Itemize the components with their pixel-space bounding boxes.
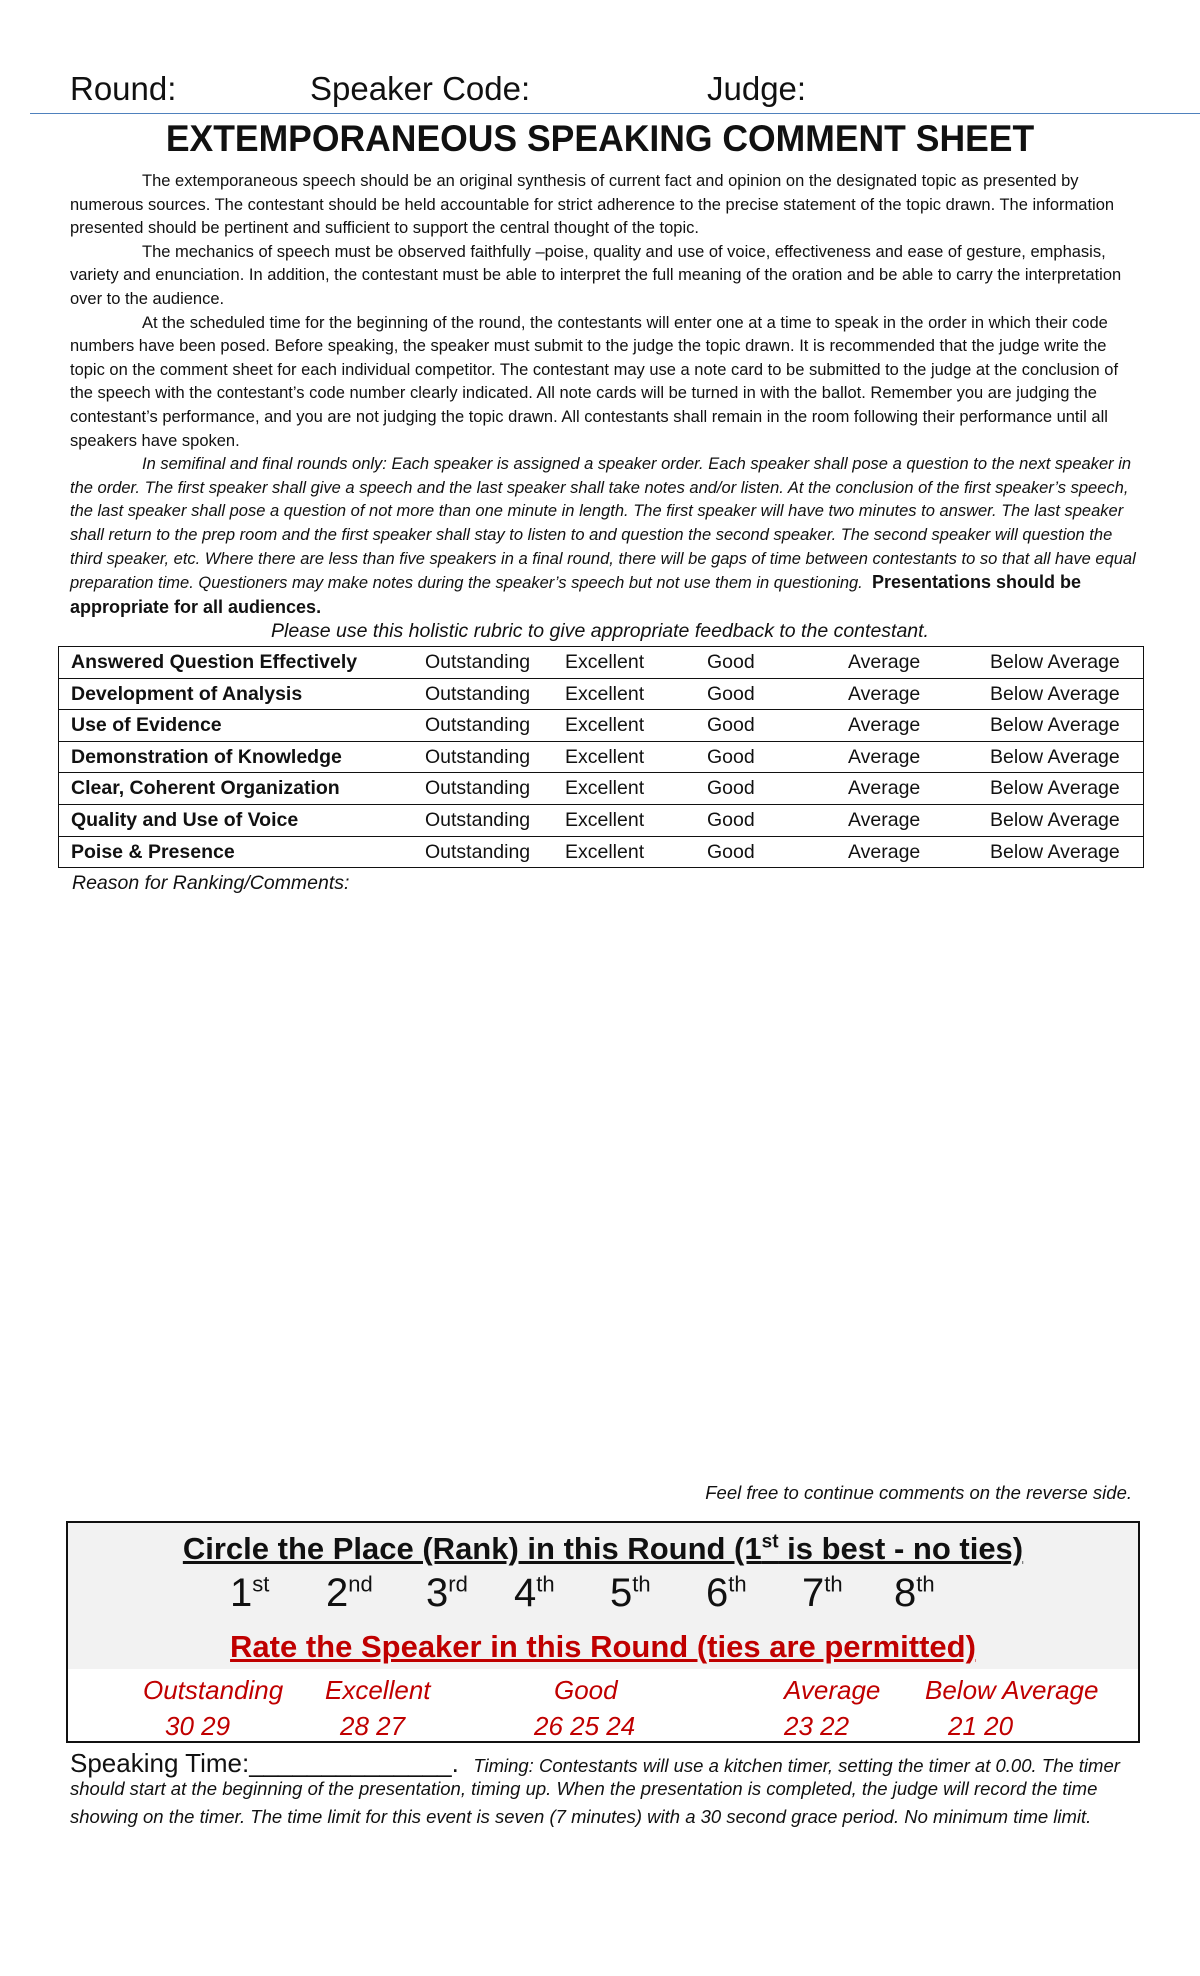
rubric-row bbox=[59, 679, 1143, 711]
rubric-level-option[interactable]: Good bbox=[707, 808, 755, 831]
rubric-level-option[interactable]: Below Average bbox=[990, 745, 1120, 768]
comments-label: Reason for Ranking/Comments: bbox=[72, 872, 350, 894]
paragraph-4-text: In semifinal and final rounds only: Each speaker is assigned a speaker order. Each speaker shall pose a question to the next speaker in the order. The first speaker shall give a speech and the last speaker shall take notes and/or listen. At the conclusion of the first speaker’s speech, the last speaker shall pose a question of not more than one minute in length. The first speaker will have two minutes to answer. The last speaker shall return to the prep room and the first speaker shall stay to listen to and question the second speaker. The second speaker will question the third speaker, etc. Where there are less than five speakers in a final round, there will be gaps of time between contestants to so that all have equal preparation time. Questioners may make notes during the speaker’s speech but not use them in questioning. bbox=[70, 455, 1136, 593]
rubric-level-option[interactable]: Good bbox=[707, 682, 755, 705]
paragraph-4 bbox=[70, 453, 1138, 620]
rank-option[interactable] bbox=[610, 1571, 651, 1616]
criterion-label: Development of Analysis bbox=[71, 682, 303, 705]
rubric-level-option[interactable]: Excellent bbox=[565, 714, 645, 737]
round-label: Round: bbox=[70, 70, 177, 107]
rubric-row bbox=[59, 805, 1143, 837]
rating-points[interactable]: 26 25 24 bbox=[534, 1711, 636, 1741]
rank-suffix: st bbox=[252, 1571, 270, 1597]
rank-number: 4 bbox=[514, 1571, 537, 1615]
ranking-box bbox=[66, 1521, 1140, 1743]
rubric-level-option[interactable]: Outstanding bbox=[425, 682, 531, 705]
timing-note: should start at the beginning of the presentation, timing up. When the presentation is completed, the judge will record the time showing on the timer. The time limit for this event is seven (7 minutes) with a 30 second grace period. No minimum time limit. bbox=[70, 1778, 1098, 1827]
rubric-level-option[interactable]: Outstanding bbox=[425, 714, 531, 737]
rating-category: Below Average bbox=[925, 1675, 1099, 1705]
rank-number: 1 bbox=[230, 1571, 253, 1615]
instructions bbox=[70, 170, 1138, 620]
rubric-level-option[interactable]: Outstanding bbox=[425, 651, 531, 673]
rank-number: 8 bbox=[894, 1571, 917, 1615]
rank-option[interactable] bbox=[894, 1571, 935, 1616]
rubric-row bbox=[59, 742, 1143, 774]
rank-title-sup: st bbox=[761, 1531, 779, 1553]
continue-note: Feel free to continue comments on the reverse side. bbox=[705, 1482, 1132, 1503]
rubric-level-option[interactable]: Average bbox=[848, 808, 921, 831]
criterion-label: Poise & Presence bbox=[71, 840, 235, 863]
rank-number: 5 bbox=[610, 1571, 633, 1615]
criterion-label: Demonstration of Knowledge bbox=[71, 745, 342, 768]
rubric-level-option[interactable]: Excellent bbox=[565, 651, 645, 673]
rank-number: 6 bbox=[706, 1571, 729, 1615]
criterion-label: Quality and Use of Voice bbox=[71, 808, 299, 831]
rank-title bbox=[68, 1531, 1138, 1567]
rank-option[interactable] bbox=[326, 1571, 373, 1616]
rubric-level-option[interactable]: Good bbox=[707, 714, 755, 737]
rating-points[interactable]: 28 27 bbox=[340, 1711, 406, 1741]
rank-suffix: rd bbox=[448, 1571, 468, 1597]
rating-points[interactable]: 23 22 bbox=[784, 1711, 850, 1741]
page-title: EXTEMPORANEOUS SPEAKING COMMENT SHEET bbox=[165, 118, 1035, 159]
rubric-level-option[interactable]: Outstanding bbox=[425, 745, 531, 768]
rubric-level-option[interactable]: Average bbox=[848, 651, 921, 673]
header-rule bbox=[30, 113, 1200, 114]
rubric-row bbox=[59, 647, 1143, 679]
rank-option[interactable] bbox=[426, 1571, 468, 1616]
criterion-label: Clear, Coherent Organization bbox=[71, 777, 340, 800]
rubric-level-option[interactable]: Outstanding bbox=[425, 840, 531, 863]
rating-category: Good bbox=[554, 1675, 618, 1705]
rank-suffix: th bbox=[632, 1571, 651, 1597]
rank-suffix: th bbox=[824, 1571, 843, 1597]
rank-suffix: th bbox=[728, 1571, 747, 1597]
rubric-level-option[interactable]: Excellent bbox=[565, 745, 645, 768]
rubric-level-option[interactable]: Excellent bbox=[565, 840, 645, 863]
rubric-level-option[interactable]: Below Average bbox=[990, 777, 1120, 800]
rubric-level-option[interactable]: Outstanding bbox=[425, 777, 531, 800]
rank-suffix: nd bbox=[348, 1571, 373, 1597]
rubric-level-option[interactable]: Average bbox=[848, 682, 921, 705]
rank-option[interactable] bbox=[802, 1571, 843, 1616]
rubric-level-option[interactable]: Excellent bbox=[565, 808, 645, 831]
rubric-level-option[interactable]: Average bbox=[848, 714, 921, 737]
timing-note-first: Timing: Contestants will use a kitchen timer, setting the timer at 0.00. The timer bbox=[473, 1755, 1120, 1776]
rank-option[interactable] bbox=[514, 1571, 555, 1616]
rubric-level-option[interactable]: Good bbox=[707, 777, 755, 800]
rank-suffix: th bbox=[536, 1571, 555, 1597]
rank-number: 3 bbox=[426, 1571, 449, 1615]
paragraph-1: The extemporaneous speech should be an original synthesis of current fact and opinion on the designated topic as presented by numerous sources. The contestant should be held accountable for strict adherence to the precise statement of the topic drawn. The information presented should be pertinent and sufficient to support the central thought of the topic. bbox=[70, 172, 1115, 238]
paragraph-2: The mechanics of speech must be observed faithfully –poise, quality and use of voice, effectiveness and ease of gesture, emphasis, variety and enunciation. In addition, the contestant must be able to interpret the full meaning of the oration and be able to carry the interpretation over to the audience. bbox=[70, 242, 1122, 308]
rating-points[interactable]: 21 20 bbox=[948, 1711, 1014, 1741]
rubric-level-option[interactable]: Good bbox=[707, 651, 755, 673]
rubric-table bbox=[58, 646, 1144, 868]
rating-category: Outstanding bbox=[143, 1675, 284, 1705]
rubric-row bbox=[59, 710, 1143, 742]
rank-option[interactable] bbox=[230, 1571, 269, 1616]
rubric-level-option[interactable]: Excellent bbox=[565, 682, 645, 705]
paragraph-3: At the scheduled time for the beginning of the round, the contestants will enter one at a time to speak in the order in which their code numbers have been posed. Before speaking, the speaker must submit to the judge the topic drawn. It is recommended that the judge write the topic on the comment sheet for each individual competitor. The contestant may use a note card to be submitted to the judge at the conclusion of the speech with the contestant’s code number clearly indicated. All note cards will be turned in with the ballot. Remember you are judging the contestant’s performance, and you are not judging the topic drawn. All contestants shall remain in the room following their performance until all speakers have spoken. bbox=[70, 313, 1119, 450]
judge-label: Judge: bbox=[707, 70, 807, 107]
rubric-note: Please use this holistic rubric to give appropriate feedback to the contestant. bbox=[271, 620, 929, 642]
rate-title: Rate the Speaker in this Round (ties are permitted) bbox=[230, 1629, 976, 1664]
rank-number: 7 bbox=[802, 1571, 825, 1615]
rank-suffix: th bbox=[916, 1571, 935, 1597]
rubric-level-option[interactable]: Average bbox=[848, 840, 921, 863]
rubric-level-option[interactable]: Good bbox=[707, 745, 755, 768]
rubric-level-option[interactable]: Outstanding bbox=[425, 808, 531, 831]
rubric-level-option[interactable]: Average bbox=[848, 777, 921, 800]
rank-title-post: is best - no ties) bbox=[778, 1531, 1024, 1566]
rank-number: 2 bbox=[326, 1571, 349, 1615]
criterion-label: Answered Question Effectively bbox=[71, 651, 358, 673]
rubric-level-option[interactable]: Below Average bbox=[990, 682, 1120, 705]
rubric-level-option[interactable]: Excellent bbox=[565, 777, 645, 800]
speaking-time-field[interactable]: Speaking Time:______________. bbox=[70, 1748, 459, 1778]
rating-category: Average bbox=[784, 1675, 881, 1705]
rubric-level-option[interactable]: Below Average bbox=[990, 840, 1120, 863]
rating-points[interactable]: 30 29 bbox=[165, 1711, 231, 1741]
audience-note: Presentations should be appropriate for all audiences. bbox=[70, 572, 1081, 617]
criterion-label: Use of Evidence bbox=[71, 714, 222, 737]
rubric-row bbox=[59, 773, 1143, 805]
rubric-level-option[interactable]: Below Average bbox=[990, 808, 1120, 831]
rubric-level-option[interactable]: Average bbox=[848, 745, 921, 768]
rubric-level-option[interactable]: Below Average bbox=[990, 651, 1120, 673]
rubric-level-option[interactable]: Good bbox=[707, 840, 755, 863]
rating-category: Excellent bbox=[325, 1675, 431, 1705]
rank-title-pre: Circle the Place (Rank) in this Round (1 bbox=[182, 1531, 762, 1566]
rubric-level-option[interactable]: Below Average bbox=[990, 714, 1120, 737]
rank-option[interactable] bbox=[706, 1571, 747, 1616]
rubric-row bbox=[59, 837, 1143, 868]
speaker-code-label: Speaker Code: bbox=[310, 70, 531, 107]
